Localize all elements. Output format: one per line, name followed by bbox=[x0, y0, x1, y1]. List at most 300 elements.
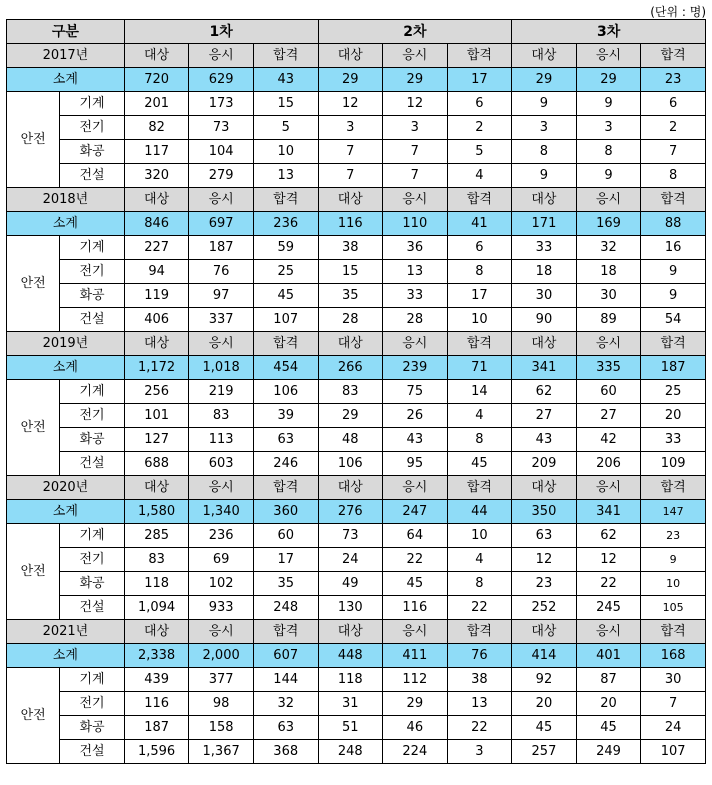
stage-label: 대상 bbox=[318, 476, 383, 500]
value-cell: 104 bbox=[189, 140, 254, 164]
stage-label: 응시 bbox=[189, 188, 254, 212]
value-cell: 62 bbox=[576, 524, 641, 548]
value-cell: 45 bbox=[576, 716, 641, 740]
subtotal-cell: 1,340 bbox=[189, 500, 254, 524]
value-cell: 22 bbox=[576, 572, 641, 596]
value-cell: 377 bbox=[189, 668, 254, 692]
group-label: 안전 bbox=[7, 524, 60, 620]
value-cell: 102 bbox=[189, 572, 254, 596]
subtotal-cell: 1,018 bbox=[189, 356, 254, 380]
stage-label: 응시 bbox=[383, 332, 448, 356]
value-cell: 23 bbox=[641, 524, 706, 548]
value-cell: 249 bbox=[576, 740, 641, 764]
value-cell: 39 bbox=[253, 404, 318, 428]
subtotal-row bbox=[7, 500, 706, 524]
field-label: 전기 bbox=[60, 548, 125, 572]
subtotal-cell: 276 bbox=[318, 500, 383, 524]
subtotal-row bbox=[7, 212, 706, 236]
subtotal-cell: 43 bbox=[253, 68, 318, 92]
value-cell: 27 bbox=[512, 404, 577, 428]
value-cell: 87 bbox=[576, 668, 641, 692]
year-header-row bbox=[7, 620, 706, 644]
year-header-row bbox=[7, 332, 706, 356]
value-cell: 29 bbox=[383, 692, 448, 716]
value-cell: 22 bbox=[447, 596, 512, 620]
value-cell: 82 bbox=[124, 116, 189, 140]
table-row bbox=[7, 380, 706, 404]
subtotal-cell: 44 bbox=[447, 500, 512, 524]
subtotal-cell: 239 bbox=[383, 356, 448, 380]
value-cell: 245 bbox=[576, 596, 641, 620]
value-cell: 18 bbox=[576, 260, 641, 284]
value-cell: 9 bbox=[641, 284, 706, 308]
table-row bbox=[7, 716, 706, 740]
value-cell: 38 bbox=[318, 236, 383, 260]
value-cell: 9 bbox=[641, 260, 706, 284]
value-cell: 33 bbox=[641, 428, 706, 452]
value-cell: 12 bbox=[318, 92, 383, 116]
subtotal-cell: 607 bbox=[253, 644, 318, 668]
value-cell: 25 bbox=[253, 260, 318, 284]
value-cell: 73 bbox=[318, 524, 383, 548]
value-cell: 35 bbox=[253, 572, 318, 596]
value-cell: 257 bbox=[512, 740, 577, 764]
stage-label: 대상 bbox=[124, 332, 189, 356]
subtotal-cell: 1,172 bbox=[124, 356, 189, 380]
table-row bbox=[7, 548, 706, 572]
value-cell: 18 bbox=[512, 260, 577, 284]
stage-label: 응시 bbox=[383, 44, 448, 68]
value-cell: 12 bbox=[576, 548, 641, 572]
subtotal-cell: 2,338 bbox=[124, 644, 189, 668]
stage-label: 합격 bbox=[447, 44, 512, 68]
value-cell: 63 bbox=[253, 716, 318, 740]
category-header: 구분 bbox=[7, 20, 125, 44]
value-cell: 107 bbox=[253, 308, 318, 332]
round-2-header: 2차 bbox=[318, 20, 512, 44]
year-header-row bbox=[7, 188, 706, 212]
value-cell: 12 bbox=[383, 92, 448, 116]
subtotal-cell: 629 bbox=[189, 68, 254, 92]
year-header-row bbox=[7, 476, 706, 500]
year-label: 2017년 bbox=[7, 44, 125, 68]
field-label: 전기 bbox=[60, 260, 125, 284]
value-cell: 158 bbox=[189, 716, 254, 740]
stage-label: 합격 bbox=[641, 476, 706, 500]
table-row bbox=[7, 572, 706, 596]
value-cell: 6 bbox=[447, 92, 512, 116]
stage-label: 합격 bbox=[641, 332, 706, 356]
value-cell: 8 bbox=[447, 572, 512, 596]
subtotal-cell: 29 bbox=[512, 68, 577, 92]
value-cell: 60 bbox=[253, 524, 318, 548]
value-cell: 17 bbox=[447, 284, 512, 308]
subtotal-cell: 846 bbox=[124, 212, 189, 236]
value-cell: 256 bbox=[124, 380, 189, 404]
year-label: 2019년 bbox=[7, 332, 125, 356]
stage-label: 대상 bbox=[512, 620, 577, 644]
value-cell: 30 bbox=[641, 668, 706, 692]
value-cell: 13 bbox=[383, 260, 448, 284]
value-cell: 9 bbox=[512, 164, 577, 188]
stage-label: 합격 bbox=[253, 44, 318, 68]
stage-label: 응시 bbox=[576, 332, 641, 356]
subtotal-row bbox=[7, 68, 706, 92]
subtotal-cell: 411 bbox=[383, 644, 448, 668]
table-row bbox=[7, 740, 706, 764]
value-cell: 30 bbox=[576, 284, 641, 308]
value-cell: 688 bbox=[124, 452, 189, 476]
field-label: 건설 bbox=[60, 308, 125, 332]
value-cell: 33 bbox=[512, 236, 577, 260]
value-cell: 8 bbox=[512, 140, 577, 164]
value-cell: 4 bbox=[447, 548, 512, 572]
value-cell: 252 bbox=[512, 596, 577, 620]
value-cell: 3 bbox=[576, 116, 641, 140]
value-cell: 106 bbox=[318, 452, 383, 476]
stage-label: 합격 bbox=[253, 476, 318, 500]
value-cell: 97 bbox=[189, 284, 254, 308]
subtotal-row bbox=[7, 356, 706, 380]
stage-label: 응시 bbox=[576, 44, 641, 68]
stage-label: 대상 bbox=[318, 188, 383, 212]
value-cell: 246 bbox=[253, 452, 318, 476]
stage-label: 응시 bbox=[576, 620, 641, 644]
value-cell: 10 bbox=[641, 572, 706, 596]
subtotal-cell: 116 bbox=[318, 212, 383, 236]
value-cell: 3 bbox=[318, 116, 383, 140]
subtotal-cell: 401 bbox=[576, 644, 641, 668]
value-cell: 63 bbox=[512, 524, 577, 548]
field-label: 건설 bbox=[60, 452, 125, 476]
field-label: 화공 bbox=[60, 284, 125, 308]
stats-table bbox=[6, 19, 706, 764]
group-label: 안전 bbox=[7, 236, 60, 332]
value-cell: 5 bbox=[447, 140, 512, 164]
value-cell: 6 bbox=[447, 236, 512, 260]
value-cell: 219 bbox=[189, 380, 254, 404]
value-cell: 83 bbox=[189, 404, 254, 428]
value-cell: 173 bbox=[189, 92, 254, 116]
subtotal-cell: 335 bbox=[576, 356, 641, 380]
value-cell: 3 bbox=[383, 116, 448, 140]
subtotal-label: 소계 bbox=[7, 500, 125, 524]
subtotal-cell: 454 bbox=[253, 356, 318, 380]
value-cell: 16 bbox=[641, 236, 706, 260]
value-cell: 20 bbox=[512, 692, 577, 716]
field-label: 화공 bbox=[60, 140, 125, 164]
table-row bbox=[7, 692, 706, 716]
year-header-row bbox=[7, 44, 706, 68]
value-cell: 368 bbox=[253, 740, 318, 764]
subtotal-cell: 187 bbox=[641, 356, 706, 380]
value-cell: 45 bbox=[447, 452, 512, 476]
value-cell: 43 bbox=[512, 428, 577, 452]
subtotal-cell: 29 bbox=[576, 68, 641, 92]
value-cell: 26 bbox=[383, 404, 448, 428]
subtotal-cell: 236 bbox=[253, 212, 318, 236]
subtotal-cell: 169 bbox=[576, 212, 641, 236]
field-label: 전기 bbox=[60, 116, 125, 140]
subtotal-row bbox=[7, 644, 706, 668]
stage-label: 합격 bbox=[641, 188, 706, 212]
value-cell: 8 bbox=[447, 428, 512, 452]
value-cell: 13 bbox=[253, 164, 318, 188]
value-cell: 92 bbox=[512, 668, 577, 692]
field-label: 화공 bbox=[60, 572, 125, 596]
value-cell: 933 bbox=[189, 596, 254, 620]
value-cell: 48 bbox=[318, 428, 383, 452]
subtotal-cell: 171 bbox=[512, 212, 577, 236]
value-cell: 32 bbox=[576, 236, 641, 260]
value-cell: 144 bbox=[253, 668, 318, 692]
value-cell: 209 bbox=[512, 452, 577, 476]
subtotal-cell: 341 bbox=[512, 356, 577, 380]
round-1-header: 1차 bbox=[124, 20, 318, 44]
value-cell: 28 bbox=[318, 308, 383, 332]
value-cell: 28 bbox=[383, 308, 448, 332]
value-cell: 4 bbox=[447, 164, 512, 188]
subtotal-cell: 29 bbox=[383, 68, 448, 92]
value-cell: 95 bbox=[383, 452, 448, 476]
table-row bbox=[7, 308, 706, 332]
stage-label: 대상 bbox=[124, 620, 189, 644]
value-cell: 9 bbox=[641, 548, 706, 572]
stage-label: 응시 bbox=[383, 620, 448, 644]
value-cell: 117 bbox=[124, 140, 189, 164]
stage-label: 합격 bbox=[447, 620, 512, 644]
subtotal-cell: 29 bbox=[318, 68, 383, 92]
table-row bbox=[7, 524, 706, 548]
subtotal-cell: 414 bbox=[512, 644, 577, 668]
value-cell: 49 bbox=[318, 572, 383, 596]
stage-label: 합격 bbox=[447, 332, 512, 356]
stage-label: 응시 bbox=[383, 188, 448, 212]
value-cell: 76 bbox=[189, 260, 254, 284]
subtotal-cell: 41 bbox=[447, 212, 512, 236]
table-row bbox=[7, 284, 706, 308]
value-cell: 22 bbox=[383, 548, 448, 572]
value-cell: 118 bbox=[124, 572, 189, 596]
table-row bbox=[7, 260, 706, 284]
value-cell: 29 bbox=[318, 404, 383, 428]
subtotal-cell: 448 bbox=[318, 644, 383, 668]
value-cell: 127 bbox=[124, 428, 189, 452]
value-cell: 63 bbox=[253, 428, 318, 452]
subtotal-cell: 71 bbox=[447, 356, 512, 380]
value-cell: 116 bbox=[383, 596, 448, 620]
value-cell: 1,094 bbox=[124, 596, 189, 620]
field-label: 기계 bbox=[60, 236, 125, 260]
stage-label: 응시 bbox=[576, 188, 641, 212]
stage-label: 합격 bbox=[447, 188, 512, 212]
stage-label: 대상 bbox=[512, 188, 577, 212]
table-row bbox=[7, 404, 706, 428]
value-cell: 36 bbox=[383, 236, 448, 260]
value-cell: 38 bbox=[447, 668, 512, 692]
value-cell: 7 bbox=[383, 164, 448, 188]
stage-label: 합격 bbox=[641, 44, 706, 68]
value-cell: 27 bbox=[576, 404, 641, 428]
value-cell: 20 bbox=[641, 404, 706, 428]
value-cell: 1,367 bbox=[189, 740, 254, 764]
field-label: 화공 bbox=[60, 716, 125, 740]
value-cell: 9 bbox=[576, 92, 641, 116]
value-cell: 113 bbox=[189, 428, 254, 452]
stage-label: 합격 bbox=[253, 188, 318, 212]
stage-label: 대상 bbox=[124, 44, 189, 68]
value-cell: 45 bbox=[253, 284, 318, 308]
value-cell: 2 bbox=[447, 116, 512, 140]
subtotal-cell: 76 bbox=[447, 644, 512, 668]
value-cell: 112 bbox=[383, 668, 448, 692]
value-cell: 8 bbox=[447, 260, 512, 284]
value-cell: 20 bbox=[576, 692, 641, 716]
value-cell: 51 bbox=[318, 716, 383, 740]
value-cell: 35 bbox=[318, 284, 383, 308]
value-cell: 64 bbox=[383, 524, 448, 548]
table-row bbox=[7, 596, 706, 620]
field-label: 화공 bbox=[60, 428, 125, 452]
subtotal-label: 소계 bbox=[7, 644, 125, 668]
field-label: 기계 bbox=[60, 380, 125, 404]
value-cell: 83 bbox=[318, 380, 383, 404]
value-cell: 187 bbox=[124, 716, 189, 740]
value-cell: 8 bbox=[576, 140, 641, 164]
value-cell: 94 bbox=[124, 260, 189, 284]
unit-note: (단위 : 명) bbox=[650, 5, 706, 19]
value-cell: 25 bbox=[641, 380, 706, 404]
value-cell: 31 bbox=[318, 692, 383, 716]
value-cell: 107 bbox=[641, 740, 706, 764]
stage-label: 응시 bbox=[383, 476, 448, 500]
value-cell: 15 bbox=[253, 92, 318, 116]
stage-label: 대상 bbox=[512, 44, 577, 68]
value-cell: 7 bbox=[383, 140, 448, 164]
subtotal-cell: 1,580 bbox=[124, 500, 189, 524]
year-label: 2018년 bbox=[7, 188, 125, 212]
stage-label: 합격 bbox=[447, 476, 512, 500]
value-cell: 224 bbox=[383, 740, 448, 764]
table-row bbox=[7, 164, 706, 188]
value-cell: 439 bbox=[124, 668, 189, 692]
value-cell: 236 bbox=[189, 524, 254, 548]
value-cell: 7 bbox=[318, 140, 383, 164]
value-cell: 7 bbox=[641, 692, 706, 716]
value-cell: 8 bbox=[641, 164, 706, 188]
subtotal-label: 소계 bbox=[7, 356, 125, 380]
group-label: 안전 bbox=[7, 92, 60, 188]
value-cell: 119 bbox=[124, 284, 189, 308]
subtotal-cell: 350 bbox=[512, 500, 577, 524]
value-cell: 206 bbox=[576, 452, 641, 476]
value-cell: 59 bbox=[253, 236, 318, 260]
value-cell: 9 bbox=[576, 164, 641, 188]
value-cell: 201 bbox=[124, 92, 189, 116]
value-cell: 3 bbox=[447, 740, 512, 764]
field-label: 기계 bbox=[60, 668, 125, 692]
subtotal-cell: 17 bbox=[447, 68, 512, 92]
value-cell: 7 bbox=[318, 164, 383, 188]
value-cell: 3 bbox=[512, 116, 577, 140]
table-row bbox=[7, 116, 706, 140]
value-cell: 69 bbox=[189, 548, 254, 572]
value-cell: 45 bbox=[383, 572, 448, 596]
value-cell: 109 bbox=[641, 452, 706, 476]
stage-label: 응시 bbox=[189, 620, 254, 644]
value-cell: 24 bbox=[318, 548, 383, 572]
value-cell: 2 bbox=[641, 116, 706, 140]
subtotal-cell: 247 bbox=[383, 500, 448, 524]
value-cell: 73 bbox=[189, 116, 254, 140]
value-cell: 118 bbox=[318, 668, 383, 692]
year-label: 2020년 bbox=[7, 476, 125, 500]
value-cell: 187 bbox=[189, 236, 254, 260]
stage-label: 대상 bbox=[318, 332, 383, 356]
value-cell: 285 bbox=[124, 524, 189, 548]
stage-label: 대상 bbox=[124, 476, 189, 500]
stage-label: 합격 bbox=[253, 620, 318, 644]
table-row bbox=[7, 452, 706, 476]
value-cell: 98 bbox=[189, 692, 254, 716]
stage-label: 합격 bbox=[641, 620, 706, 644]
value-cell: 54 bbox=[641, 308, 706, 332]
value-cell: 101 bbox=[124, 404, 189, 428]
group-label: 안전 bbox=[7, 380, 60, 476]
value-cell: 89 bbox=[576, 308, 641, 332]
value-cell: 22 bbox=[447, 716, 512, 740]
stage-label: 대상 bbox=[512, 476, 577, 500]
stage-label: 대상 bbox=[124, 188, 189, 212]
value-cell: 32 bbox=[253, 692, 318, 716]
stage-label: 응시 bbox=[189, 332, 254, 356]
value-cell: 10 bbox=[447, 308, 512, 332]
table-row bbox=[7, 236, 706, 260]
subtotal-cell: 2,000 bbox=[189, 644, 254, 668]
stage-label: 합격 bbox=[253, 332, 318, 356]
value-cell: 603 bbox=[189, 452, 254, 476]
group-label: 안전 bbox=[7, 668, 60, 764]
subtotal-cell: 88 bbox=[641, 212, 706, 236]
stage-label: 응시 bbox=[189, 44, 254, 68]
value-cell: 33 bbox=[383, 284, 448, 308]
value-cell: 406 bbox=[124, 308, 189, 332]
table-row bbox=[7, 92, 706, 116]
header-row bbox=[7, 20, 706, 44]
subtotal-cell: 168 bbox=[641, 644, 706, 668]
stage-label: 대상 bbox=[512, 332, 577, 356]
table-body bbox=[7, 20, 706, 764]
value-cell: 6 bbox=[641, 92, 706, 116]
value-cell: 23 bbox=[512, 572, 577, 596]
stage-label: 대상 bbox=[318, 44, 383, 68]
field-label: 기계 bbox=[60, 92, 125, 116]
value-cell: 13 bbox=[447, 692, 512, 716]
value-cell: 24 bbox=[641, 716, 706, 740]
value-cell: 320 bbox=[124, 164, 189, 188]
value-cell: 14 bbox=[447, 380, 512, 404]
value-cell: 45 bbox=[512, 716, 577, 740]
value-cell: 7 bbox=[641, 140, 706, 164]
value-cell: 116 bbox=[124, 692, 189, 716]
value-cell: 30 bbox=[512, 284, 577, 308]
value-cell: 46 bbox=[383, 716, 448, 740]
subtotal-cell: 110 bbox=[383, 212, 448, 236]
subtotal-label: 소계 bbox=[7, 68, 125, 92]
value-cell: 10 bbox=[253, 140, 318, 164]
stage-label: 응시 bbox=[189, 476, 254, 500]
value-cell: 337 bbox=[189, 308, 254, 332]
